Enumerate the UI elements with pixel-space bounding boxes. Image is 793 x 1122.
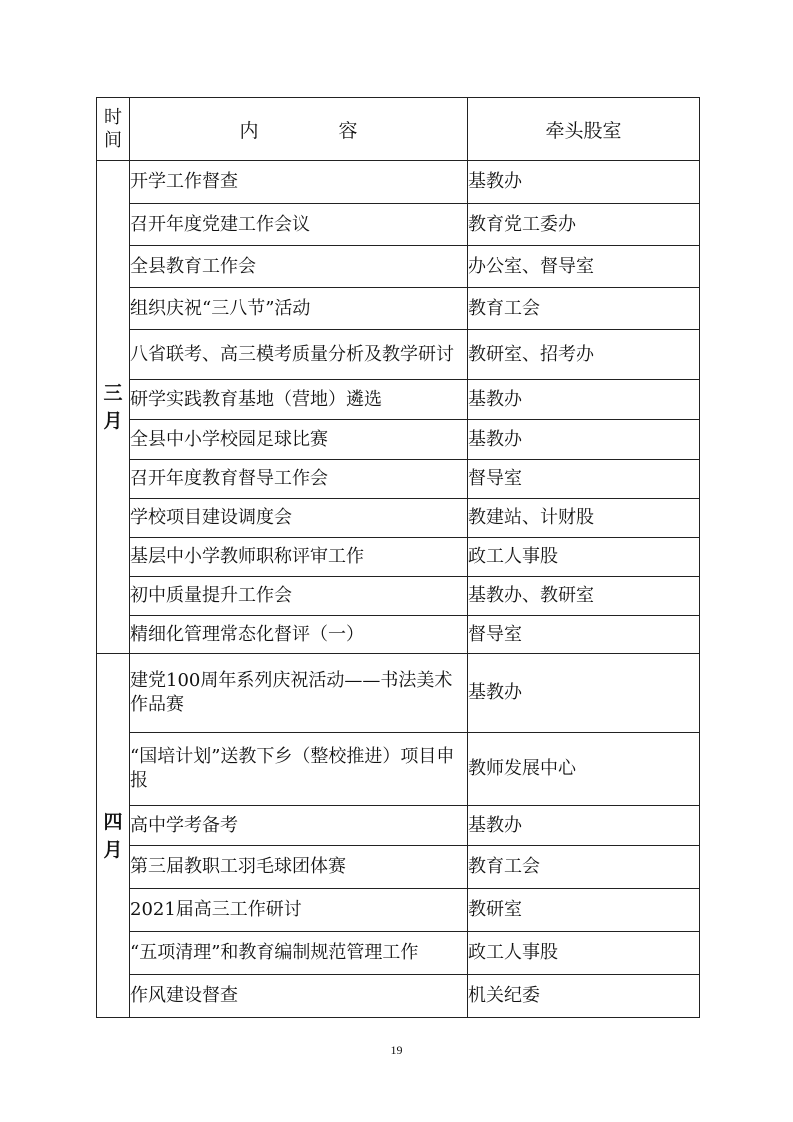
row-content: 学校项目建设调度会 bbox=[130, 499, 468, 538]
row-department: 基教办、教研室 bbox=[468, 577, 700, 616]
row-department: 基教办 bbox=[468, 654, 700, 733]
row-department: 教育工会 bbox=[468, 288, 700, 330]
row-department: 政工人事股 bbox=[468, 932, 700, 975]
header-content-part2: 容 bbox=[338, 119, 358, 142]
table-row bbox=[97, 577, 700, 616]
row-department: 基教办 bbox=[468, 161, 700, 204]
row-content: 精细化管理常态化督评（一） bbox=[130, 616, 468, 654]
row-department: 机关纪委 bbox=[468, 975, 700, 1018]
row-content: 初中质量提升工作会 bbox=[130, 577, 468, 616]
row-content: 全县中小学校园足球比赛 bbox=[130, 420, 468, 460]
row-content: 全县教育工作会 bbox=[130, 246, 468, 288]
header-content-part1: 内 bbox=[239, 119, 259, 142]
header-department: 牵头股室 bbox=[468, 98, 700, 161]
row-content: 八省联考、高三模考质量分析及教学研讨 bbox=[130, 330, 468, 380]
table-row bbox=[97, 288, 700, 330]
month-cell-april bbox=[97, 654, 130, 1018]
row-department: 教建站、计财股 bbox=[468, 499, 700, 538]
row-department: 基教办 bbox=[468, 806, 700, 846]
header-content bbox=[130, 98, 468, 161]
row-department: 教研室、招考办 bbox=[468, 330, 700, 380]
row-department: 督导室 bbox=[468, 460, 700, 499]
table-row bbox=[97, 538, 700, 577]
row-content: “五项清理”和教育编制规范管理工作 bbox=[130, 932, 468, 975]
table-row bbox=[97, 846, 700, 889]
table-row bbox=[97, 733, 700, 806]
table-row bbox=[97, 932, 700, 975]
work-plan-table bbox=[96, 97, 700, 1018]
table-row bbox=[97, 889, 700, 932]
row-content: 第三届教职工羽毛球团体赛 bbox=[130, 846, 468, 889]
month-april-line1: 四 bbox=[103, 810, 123, 833]
row-content: 建党100周年系列庆祝活动——书法美术作品赛 bbox=[130, 654, 468, 733]
header-time-line1: 时 bbox=[104, 107, 122, 128]
month-march-line2: 月 bbox=[103, 410, 123, 432]
row-content: 作风建设督查 bbox=[130, 975, 468, 1018]
table-row bbox=[97, 420, 700, 460]
row-content: 2021届高三工作研讨 bbox=[130, 889, 468, 932]
table-header-row bbox=[97, 98, 700, 161]
row-content: 基层中小学教师职称评审工作 bbox=[130, 538, 468, 577]
table-row bbox=[97, 654, 700, 733]
header-time bbox=[97, 98, 130, 161]
row-content: 高中学考备考 bbox=[130, 806, 468, 846]
table-row bbox=[97, 330, 700, 380]
month-cell-march bbox=[97, 161, 130, 654]
row-content: “国培计划”送教下乡（整校推进）项目申报 bbox=[130, 733, 468, 806]
table-row bbox=[97, 806, 700, 846]
table-row bbox=[97, 975, 700, 1018]
row-department: 基教办 bbox=[468, 420, 700, 460]
row-department: 教师发展中心 bbox=[468, 733, 700, 806]
month-march-line1: 三 bbox=[103, 382, 123, 404]
row-content: 召开年度教育督导工作会 bbox=[130, 460, 468, 499]
header-time-line2: 间 bbox=[104, 130, 122, 151]
month-april-line2: 月 bbox=[103, 838, 123, 861]
row-department: 教育工会 bbox=[468, 846, 700, 889]
row-content: 召开年度党建工作会议 bbox=[130, 204, 468, 246]
row-department: 教研室 bbox=[468, 889, 700, 932]
row-department: 办公室、督导室 bbox=[468, 246, 700, 288]
row-department: 督导室 bbox=[468, 616, 700, 654]
table-row bbox=[97, 460, 700, 499]
page-number: 19 bbox=[390, 1043, 403, 1057]
row-department: 基教办 bbox=[468, 380, 700, 420]
row-content: 组织庆祝“三八节”活动 bbox=[130, 288, 468, 330]
table-row bbox=[97, 380, 700, 420]
row-department: 教育党工委办 bbox=[468, 204, 700, 246]
row-department: 政工人事股 bbox=[468, 538, 700, 577]
table-row bbox=[97, 161, 700, 204]
table-row bbox=[97, 499, 700, 538]
table-row bbox=[97, 246, 700, 288]
row-content: 研学实践教育基地（营地）遴选 bbox=[130, 380, 468, 420]
table-row bbox=[97, 204, 700, 246]
table-row bbox=[97, 616, 700, 654]
row-content: 开学工作督查 bbox=[130, 161, 468, 204]
